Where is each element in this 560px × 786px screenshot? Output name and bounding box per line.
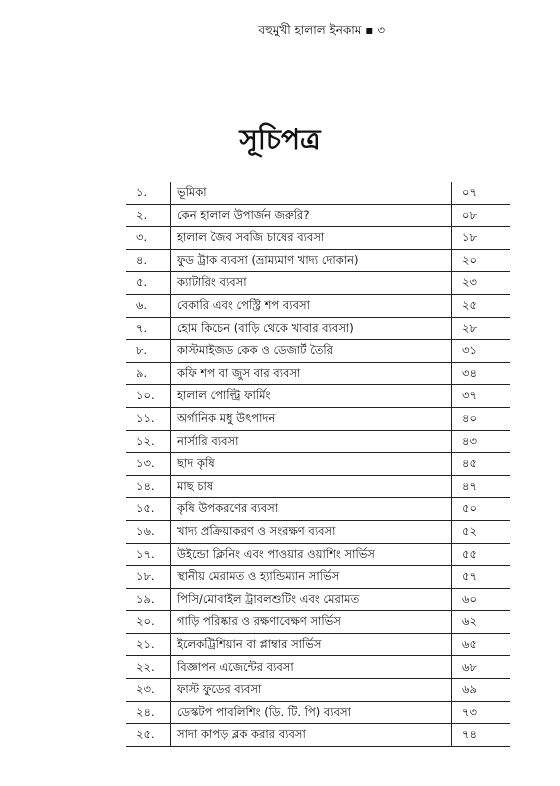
table-row (126, 385, 510, 408)
toc-entry-number: ৮. (126, 340, 171, 363)
toc-entry-number: ১৯. (126, 588, 171, 611)
toc-entry-number: ১৬. (126, 520, 171, 543)
table-row (126, 317, 510, 340)
page-title: সূচিপত্র (239, 123, 321, 156)
toc-entry-number: ২. (126, 204, 171, 227)
toc-entry-number: ১. (126, 182, 171, 204)
toc-entry-title: ছাদ কৃষি (171, 453, 452, 476)
toc-entry-page: ০৭ (452, 182, 511, 204)
toc-entry-page: ৫৭ (452, 566, 511, 589)
toc-entry-page: ৫০ (452, 498, 511, 521)
table-row (126, 475, 510, 498)
table-row (126, 182, 510, 204)
toc-entry-title: হালাল জৈব সবজি চাষের ব্যবসা (171, 227, 452, 250)
toc-entry-page: ৪৩ (452, 430, 511, 453)
toc-entry-page: ১৮ (452, 227, 511, 250)
toc-entry-title: উইন্ডো ক্লিনিং এবং পাওয়ার ওয়াশিং সার্ভিস (171, 543, 452, 566)
table-row (126, 588, 510, 611)
table-row (126, 679, 510, 702)
toc-entry-page: ৬২ (452, 611, 511, 634)
toc-entry-page: ৭৪ (452, 724, 511, 747)
table-row (126, 227, 510, 250)
table-row (126, 611, 510, 634)
toc-entry-page: ৫২ (452, 520, 511, 543)
toc-entry-title: সাদা কাপড় ব্লক করার ব্যবসা (171, 724, 452, 747)
toc-entry-title: মাছ চাষ (171, 475, 452, 498)
toc-entry-number: ১৪. (126, 475, 171, 498)
toc-entry-title: পিসি/মোবাইল ট্রাবলশুটিং এবং মেরামত (171, 588, 452, 611)
toc-entry-page: ২০ (452, 249, 511, 272)
table-row (126, 453, 510, 476)
table-row (126, 656, 510, 679)
toc-entry-number: ৬. (126, 294, 171, 317)
toc-entry-title: ক্যাটারিং ব্যবসা (171, 272, 452, 295)
toc-entry-title: ইলেকট্রিশিয়ান বা প্লাম্বার সার্ভিস (171, 633, 452, 656)
toc-entry-title: কৃষি উপকরণের ব্যবসা (171, 498, 452, 521)
toc-entry-number: ২১. (126, 633, 171, 656)
toc-body (126, 182, 510, 746)
toc-entry-number: ৭. (126, 317, 171, 340)
table-row (126, 272, 510, 295)
toc-entry-title: অর্গানিক মধু উৎপাদন (171, 407, 452, 430)
toc-entry-page: ৪০ (452, 407, 511, 430)
table-row (126, 520, 510, 543)
toc-entry-page: ০৮ (452, 204, 511, 227)
toc-entry-page: ৩৭ (452, 385, 511, 408)
toc-entry-title: নার্সারি ব্যবসা (171, 430, 452, 453)
toc-entry-page: ২৩ (452, 272, 511, 295)
toc-entry-number: ২২. (126, 656, 171, 679)
toc-entry-page: ৬৯ (452, 679, 511, 702)
toc-entry-title: ডেস্কটপ পাবলিশিং (ডি. টি. পি) ব্যবসা (171, 701, 452, 724)
table-row (126, 407, 510, 430)
toc-entry-number: ২৫. (126, 724, 171, 747)
table-row (126, 498, 510, 521)
toc-entry-page: ৪৫ (452, 453, 511, 476)
toc-entry-page: ৩১ (452, 340, 511, 363)
toc-entry-page: ৪৭ (452, 475, 511, 498)
table-row (126, 362, 510, 385)
toc-entry-page: ৬৮ (452, 656, 511, 679)
toc-entry-number: ২৩. (126, 679, 171, 702)
toc-entry-page: ৬৫ (452, 633, 511, 656)
toc-entry-title: খাদ্য প্রক্রিয়াকরণ ও সংরক্ষণ ব্যবসা (171, 520, 452, 543)
table-row (126, 249, 510, 272)
table-row (126, 543, 510, 566)
table-row (126, 724, 510, 747)
toc-entry-number: ১৭. (126, 543, 171, 566)
table-row (126, 430, 510, 453)
table-of-contents (126, 182, 510, 747)
table-row (126, 701, 510, 724)
table-row (126, 633, 510, 656)
toc-entry-page: ৩৪ (452, 362, 511, 385)
toc-entry-title: বেকারি এবং পেস্ট্রি শপ ব্যবসা (171, 294, 452, 317)
table-row (126, 294, 510, 317)
toc-entry-title: কাস্টমাইজড কেক ও ডেজার্ট তৈরি (171, 340, 452, 363)
toc-entry-number: ১৩. (126, 453, 171, 476)
toc-entry-number: ১০. (126, 385, 171, 408)
toc-entry-number: ২৪. (126, 701, 171, 724)
toc-entry-title: হালাল পোল্ট্রি ফার্মিং (171, 385, 452, 408)
toc-entry-page: ২৮ (452, 317, 511, 340)
toc-entry-page: ৫৫ (452, 543, 511, 566)
toc-entry-number: ২০. (126, 611, 171, 634)
toc-entry-title: বিজ্ঞাপন এজেন্টের ব্যবসা (171, 656, 452, 679)
toc-entry-title: ভূমিকা (171, 182, 452, 204)
table-row (126, 340, 510, 363)
toc-entry-number: ৪. (126, 249, 171, 272)
toc-entry-number: ১১. (126, 407, 171, 430)
toc-entry-number: ১২. (126, 430, 171, 453)
toc-entry-number: ১৫. (126, 498, 171, 521)
table-row (126, 566, 510, 589)
toc-entry-title: ফুড ট্রাক ব্যবসা (ভ্রাম্যমাণ খাদ্য দোকান) (171, 249, 452, 272)
toc-entry-page: ৬০ (452, 588, 511, 611)
table-row (126, 204, 510, 227)
running-header: বহুমুখী হালাল ইনকাম ▪ ৩ (258, 23, 385, 37)
toc-entry-title: কফি শপ বা জুস বার ব্যবসা (171, 362, 452, 385)
toc-entry-number: ৫. (126, 272, 171, 295)
toc-entry-page: ২৫ (452, 294, 511, 317)
toc-entry-title: হোম কিচেন (বাড়ি থেকে খাবার ব্যবসা) (171, 317, 452, 340)
toc-entry-number: ৯. (126, 362, 171, 385)
toc-entry-number: ৩. (126, 227, 171, 250)
toc-entry-number: ১৮. (126, 566, 171, 589)
toc-entry-title: ফাস্ট ফুডের ব্যবসা (171, 679, 452, 702)
toc-entry-title: স্থানীয় মেরামত ও হ্যান্ডিম্যান সার্ভিস (171, 566, 452, 589)
toc-entry-title: কেন হালাল উপার্জন জরুরি? (171, 204, 452, 227)
toc-entry-title: গাড়ি পরিষ্কার ও রক্ষণাবেক্ষণ সার্ভিস (171, 611, 452, 634)
toc-entry-page: ৭৩ (452, 701, 511, 724)
